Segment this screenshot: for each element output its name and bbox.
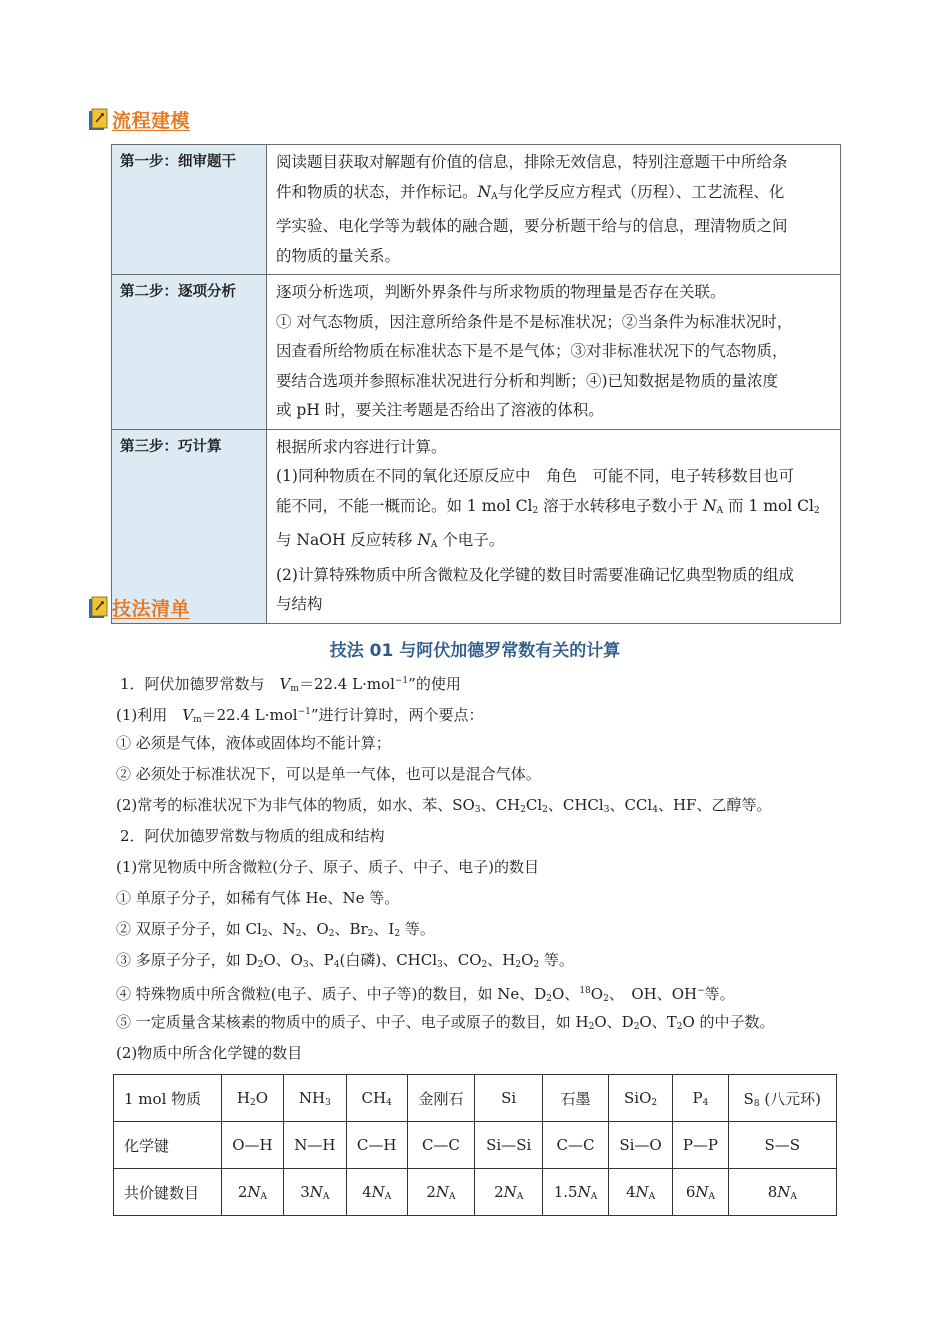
section-heading-techniques — [88, 594, 190, 621]
flow-description-line: ① 对气态物质，因注意所给条件是不是标准状况；②当条件为标准状况时， — [276, 312, 793, 331]
flow-step-description — [267, 145, 841, 275]
flow-description-line: 逐项分析选项，判断外界条件与所求物质的物理量是否存在关联。 — [276, 283, 726, 301]
flow-description-line: 学实验、电化学等为载体的融合题，要分析题干给与的信息，理清物质之间 — [276, 217, 788, 235]
bond-table-cell: Si — [475, 1075, 543, 1122]
content-line: ④ 特殊物质中所含微粒(电子、质子、中子等)的数目，如 Ne、$D_2O$、$^{18}O_2$、 OH、OH−等。 — [116, 985, 735, 1004]
flow-description-line: (2)计算特殊物质中所含微粒及化学键的数目时需要准确记忆典型物质的组成 — [276, 565, 794, 584]
flow-step-label: 第二步：逐项分析 — [112, 275, 267, 430]
bond-table-cell: $NH_3$ — [283, 1075, 346, 1122]
bond-table-cell: SiO$_2$ — [608, 1075, 672, 1122]
bond-table-cell: N—H — [283, 1122, 346, 1169]
book-icon — [88, 596, 109, 620]
flow-step-description — [267, 275, 841, 430]
bond-table-cell: 1 mol 物质 — [114, 1075, 222, 1122]
section-heading-flow — [88, 106, 190, 133]
bond-table-cell: $6N_A$ — [673, 1169, 728, 1216]
content-line: ① 单原子分子，如稀有气体 He、Ne 等。 — [116, 889, 400, 907]
flow-row — [112, 429, 841, 623]
content-line: 1．阿伏加德罗常数与 $V_m=22.4$ L·mol$^{-1}$”的使用 — [120, 675, 461, 694]
bond-table-cell: $S_8$ (八元环) — [728, 1075, 836, 1122]
bond-table-cell: 石墨 — [543, 1075, 609, 1122]
bond-table-cell: Si—O — [608, 1122, 672, 1169]
content-line: ② 双原子分子，如 $Cl_2$、$N_2$、$O_2$、$Br_2$、$I_2$ 等。 — [116, 920, 435, 939]
bond-table-cell: $H_2O$ — [222, 1075, 284, 1122]
flow-description-line: 与结构 — [276, 595, 323, 613]
bond-table-cell: C—H — [346, 1122, 407, 1169]
content-line: (1)常见物质中所含微粒(分子、原子、质子、中子、电子)的数目 — [116, 858, 539, 876]
section-title-flow: 流程建模 — [112, 110, 191, 132]
bond-table-cell: 共价键数目 — [114, 1169, 222, 1216]
flow-step-description — [267, 429, 841, 623]
flow-description-line: (1)同种物质在不同的氧化还原反应中 角色 可能不同，电子转移数目也可 — [276, 467, 794, 485]
technique-title: 技法 01 与阿伏加德罗常数有关的计算 — [329, 641, 621, 661]
bond-table-cell: $1.5N_A$ — [543, 1169, 609, 1216]
flow-description-line: 件和物质的状态，并作标记。$N_A$与化学反应方程式（历程）、工艺流程、化 — [276, 182, 785, 202]
flow-description-line: 要结合选项并参照标准状况进行分析和判断；④)已知数据是物质的量浓度 — [276, 371, 779, 390]
bond-table-cell: P—P — [673, 1122, 728, 1169]
technique-content — [118, 666, 848, 1069]
bond-table-cell: $2N_A$ — [222, 1169, 284, 1216]
bond-table-cell: O—H — [222, 1122, 284, 1169]
bond-table-cell: $4N_A$ — [608, 1169, 672, 1216]
content-line: 2．阿伏加德罗常数与物质的组成和结构 — [120, 827, 385, 845]
content-line: ⑤ 一定质量含某核素的物质中的质子、中子、电子或原子的数目，如 $H_2O$、$D_2O$、$T_2O$ 的中子数。 — [116, 1013, 775, 1032]
content-line: ③ 多原子分子，如 $D_2O$、$O_3$、$P_4$(白磷)、CHCl$_3$、$CO_2$、$H_2O_2$ 等。 — [116, 951, 574, 970]
flow-step-label: 第三步：巧计算 — [112, 429, 267, 623]
flow-step-label: 第一步：细审题干 — [112, 145, 267, 275]
content-line: (2)物质中所含化学键的数目 — [116, 1044, 303, 1062]
flow-description-line: 能不同，不能一概而论。如 1 mol $Cl_2$ 溶于水转移电子数小于 $N_A$ 而 1 mol $Cl_2$ — [276, 496, 820, 516]
content-line: (1)利用 $V_m=22.4$ L·mol$^{-1}$”进行计算时，两个要点： — [116, 706, 484, 725]
flow-row — [112, 145, 841, 275]
flow-description-line: 阅读题目获取对解题有价值的信息，排除无效信息，特别注意题干中所给条 — [276, 153, 788, 171]
section-title-techniques: 技法清单 — [112, 598, 191, 620]
bond-table-cell: $3N_A$ — [283, 1169, 346, 1216]
flow-description-line: 的物质的量关系。 — [276, 246, 401, 265]
flow-description-line: 因查看所给物质在标准状态下是不是气体；③对非标准状况下的气态物质， — [276, 342, 788, 360]
flow-table — [111, 144, 841, 624]
flow-row — [112, 275, 841, 430]
bond-table-row — [114, 1075, 837, 1122]
bond-table-cell: 化学键 — [114, 1122, 222, 1169]
bond-table-row — [114, 1169, 837, 1216]
bond-table-cell: $P_4$ — [673, 1075, 728, 1122]
bond-table-cell: S—S — [728, 1122, 836, 1169]
content-line: ② 必须处于标准状况下，可以是单一气体，也可以是混合气体。 — [116, 765, 541, 783]
content-line: ① 必须是气体，液体或固体均不能计算； — [116, 734, 391, 752]
flow-description-line: 根据所求内容进行计算。 — [276, 437, 447, 456]
bond-count-table — [113, 1074, 837, 1216]
bond-table-cell: $2N_A$ — [475, 1169, 543, 1216]
bond-table-cell: C—C — [407, 1122, 475, 1169]
bond-table-cell: $8N_A$ — [728, 1169, 836, 1216]
content-line: (2)常考的标准状况下为非气体的物质，如水、苯、$SO_3$、$CH_2Cl_2$、CHCl$_3$、CCl$_4$、HF、乙醇等。 — [116, 796, 772, 815]
bond-table-row — [114, 1122, 837, 1169]
bond-table-cell: 金刚石 — [407, 1075, 475, 1122]
book-icon — [88, 108, 109, 132]
flow-description-line: 或 pH 时，要关注考题是否给出了溶液的体积。 — [276, 401, 604, 419]
bond-table-cell: $CH_4$ — [346, 1075, 407, 1122]
bond-table-cell: $2N_A$ — [407, 1169, 475, 1216]
flow-description-line: 与 NaOH 反应转移 $N_A$ 个电子。 — [276, 531, 505, 550]
bond-table-cell: C—C — [543, 1122, 609, 1169]
bond-table-cell: $4N_A$ — [346, 1169, 407, 1216]
bond-table-cell: Si—Si — [475, 1122, 543, 1169]
